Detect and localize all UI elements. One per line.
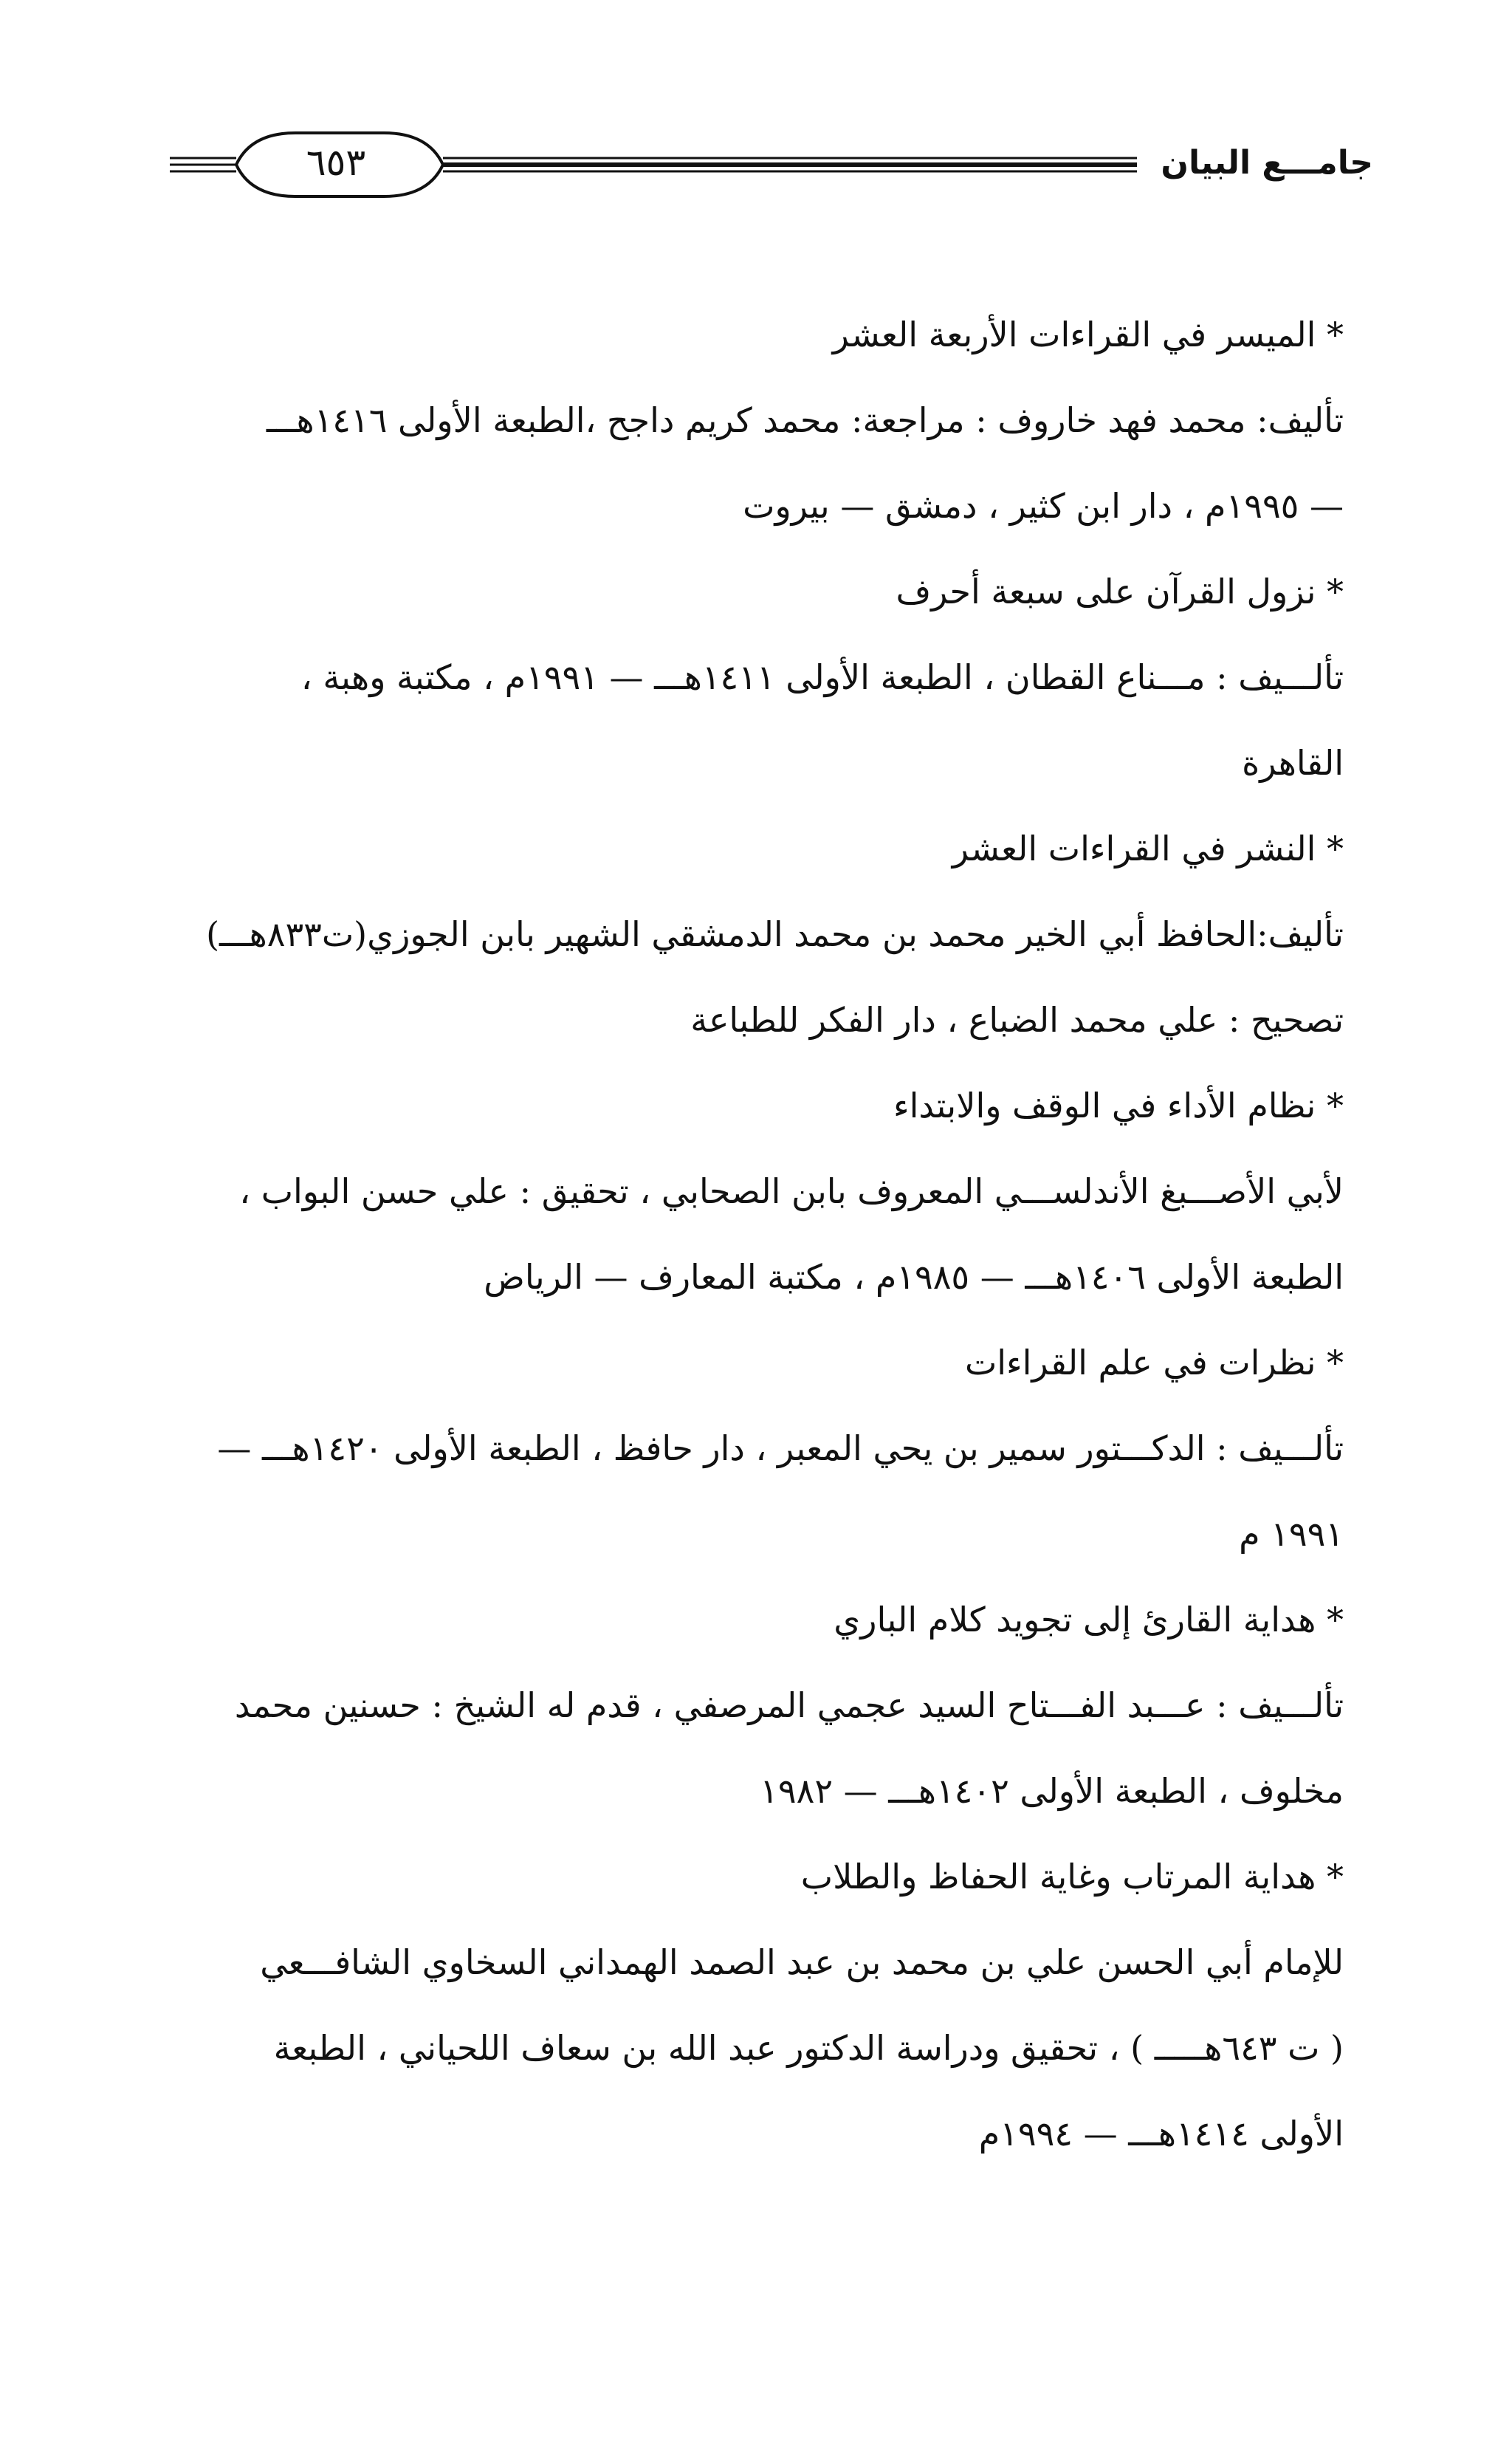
entry-line: تألـــيف : مـــناع القطان ، الطبعة الأولى ١٤١١هـــ — ١٩٩١م ، مكتبة وهبة ، <box>300 657 1344 697</box>
entry-line: — ١٩٩٥م ، دار ابن كثير ، دمشق — بيروت <box>743 486 1344 526</box>
entry-title: * نظرات في علم القراءات <box>964 1343 1344 1383</box>
entry-nuzul-alquran <box>188 549 1344 806</box>
entry-line: القاهرة <box>1242 743 1344 783</box>
running-title: جامـــع البيان <box>1161 144 1373 182</box>
entry-nizam-aladaa <box>188 1063 1344 1320</box>
entry-line: لأبي الأصـــبغ الأندلســـي المعروف بابن الصحابي ، تحقيق : علي حسن البواب ، <box>239 1171 1344 1211</box>
entry-line: مخلوف ، الطبعة الأولى ١٤٠٢هـــ — ١٩٨٢ <box>760 1771 1344 1811</box>
entry-title: * نزول القرآن على سبعة أحرف <box>896 572 1344 611</box>
entry-title: * هداية القارئ إلى تجويد كلام الباري <box>834 1600 1344 1640</box>
entry-line: تألـــيف : الدكـــتور سمير بن يحي المعبر ، دار حافظ ، الطبعة الأولى ١٤٢٠هـــ — <box>217 1428 1344 1468</box>
page-header <box>170 124 1373 205</box>
entry-line: الطبعة الأولى ١٤٠٦هـــ — ١٩٨٥م ، مكتبة المعارف — الرياض <box>484 1257 1344 1297</box>
entry-almuyassar <box>188 292 1344 549</box>
entry-line: تصحيح : علي محمد الضباع ، دار الفكر للطباعة <box>690 1000 1344 1040</box>
entry-line: الأولى ١٤١٤هـــ — ١٩٩٤م <box>978 2114 1344 2154</box>
entry-line: ( ت ٦٤٣هـــــ ) ، تحقيق ودراسة الدكتور عبد الله بن سعاف اللحياني ، الطبعة <box>273 2028 1344 2068</box>
page-number: ٦٥٣ <box>306 141 366 184</box>
entry-nazarat <box>188 1320 1344 1577</box>
entry-line: ١٩٩١ م <box>1239 1514 1344 1554</box>
entry-hidayat-almurtab <box>188 1834 1344 2176</box>
entry-line: تألـــيف : عـــبد الفـــتاح السيد عجمي المرصفي ، قدم له الشيخ : حسنين محمد <box>234 1685 1344 1725</box>
entry-line: تأليف:الحافظ أبي الخير محمد بن محمد الدمشقي الشهير بابن الجوزي(ت٨٣٣هـــ) <box>206 914 1344 954</box>
entry-line: تأليف: محمد فهد خاروف : مراجعة: محمد كريم داجح ،الطبعة الأولى ١٤١٦هـــ <box>266 400 1344 440</box>
entry-title: * نظام الأداء في الوقف والابتداء <box>893 1086 1344 1125</box>
entry-title: * الميسر في القراءات الأربعة العشر <box>832 315 1344 354</box>
entry-title: * هداية المرتاب وغاية الحفاظ والطلاب <box>800 1857 1344 1897</box>
entry-annashr <box>188 806 1344 1063</box>
entry-hidayat-alqari <box>188 1577 1344 1834</box>
entry-title: * النشر في القراءات العشر <box>952 829 1344 868</box>
entry-line: للإمام أبي الحسن علي بن محمد بن عبد الصمد الهمداني السخاوي الشافـــعي <box>260 1942 1344 1982</box>
bibliography-list <box>188 292 1344 2176</box>
